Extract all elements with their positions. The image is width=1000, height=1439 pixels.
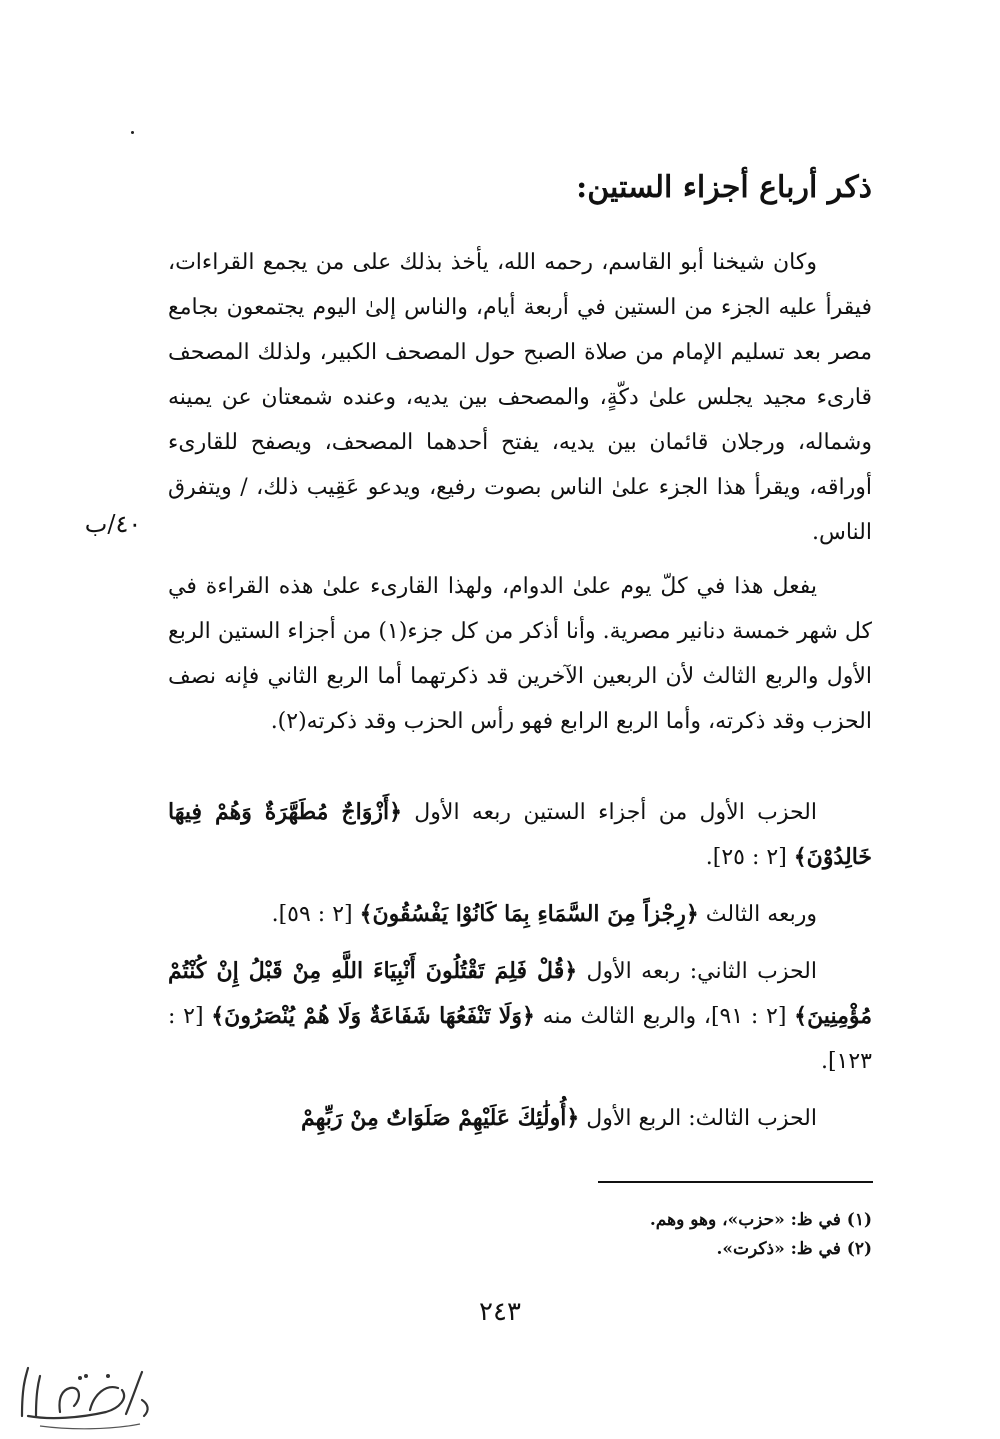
footnote-rule [598,1181,873,1183]
verse-3-ref: [٢ : ٩١]، والربع الثالث منه [534,1004,795,1029]
verse-2-quote: ﴿رِجْزاً مِنَ السَّمَاءِ بِمَا كَانُوْا يَفْسُقُونَ﴾ [359,901,699,927]
verse-entry-3 [168,949,872,1084]
page-number: ٢٤٣ [479,1297,521,1327]
verse-3-quote-2: ﴿وَلَا تَنْفَعُهَا شَفَاعَةٌ وَلَا هُمْ يُنْصَرُونَ﴾ [211,1003,535,1029]
verse-2-ref: [٢ : ٥٩]. [271,902,360,927]
verse-4-intro: الحزب الثالث: الربع الأول [579,1106,817,1131]
verse-4-quote: ﴿أُولَٰئِكَ عَلَيْهِمْ صَلَوَاتٌ مِنْ رَبِّهِمْ [301,1105,580,1131]
scan-speck [131,131,134,134]
verse-3-intro: الحزب الثاني: ربعه الأول [577,959,817,984]
verse-entry-2 [168,892,872,937]
paragraph-2: يفعل هذا في كلّ يوم علىٰ الدوام، ولهذا القارىء علىٰ هذه القراءة في كل شهر خمسة دنانير مصرية. وأنا أذكر من كل جزء(١) من أجزاء الستين الربع الأول والربع الثالث لأن الربعين الآخرين قد ذكرتهما أما الربع الثاني فإنه نصف الحزب وقد ذكرته، وأما الربع الرابع فهو رأس الحزب وقد ذكرته(٢). [168,574,872,734]
footnote-2: (٢) في ظ: «ذكرت». [716,1239,872,1259]
verse-3-ref-2: [٢ : ١٢٣]. [168,1004,872,1074]
paragraph-1: وكان شيخنا أبو القاسم، رحمه الله، يأخذ بذلك على من يجمع القراءات، فيقرأ عليه الجزء من الستين في أربعة أيام، والناس إلىٰ اليوم يجتمعون بجامع مصر بعد تسليم الإمام من صلاة الصبح حول المصحف الكبير، ولذلك المصحف قارىء مجيد يجلس علىٰ دكّةٍ، والمصحف بين يديه، وعنده شمعتان عن يمينه وشماله، ورجلان قائمان بين يديه، يفتح أحدهما المصحف، ويصفح للقارىء أوراقه، ويقرأ هذا الجزء علىٰ الناس بصوت رفيع، ويدعو عَقِيب ذلك، / ويتفرق الناس. [168,250,872,545]
body-text [168,240,872,555]
margin-folio-note: ٤٠/ب [84,510,142,538]
verse-1-intro: الحزب الأول من أجزاء الستين ربعه الأول [401,800,817,825]
verse-1-ref: [٢ : ٢٥]. [705,845,794,870]
verse-entry-1 [168,790,872,880]
verse-3-quote: ﴿قُلْ فَلِمَ تَقْتُلُونَ أَنْبِيَاءَ اللَّهِ مِنْ قَبْلُ إِنْ كُنْتُمْ مُؤْمِنِينَ﴾ [168,958,873,1029]
footnote-1: (١) في ظ: «حزب»، وهو وهم. [649,1210,872,1230]
verse-entry-4 [168,1096,872,1141]
footnotes [272,1206,872,1264]
verse-1-quote: ﴿أَزْوَاجٌ مُطَهَّرَةٌ وَهُمْ فِيهَا خَالِدُوْنَ﴾ [168,799,872,870]
verse-2-intro: وربعه الثالث [698,902,817,927]
body-text-2 [168,564,872,744]
library-stamp-logo [10,1354,160,1434]
section-heading: ذكر أرباع أجزاء الستين: [576,170,872,205]
verse-list [168,790,872,1141]
